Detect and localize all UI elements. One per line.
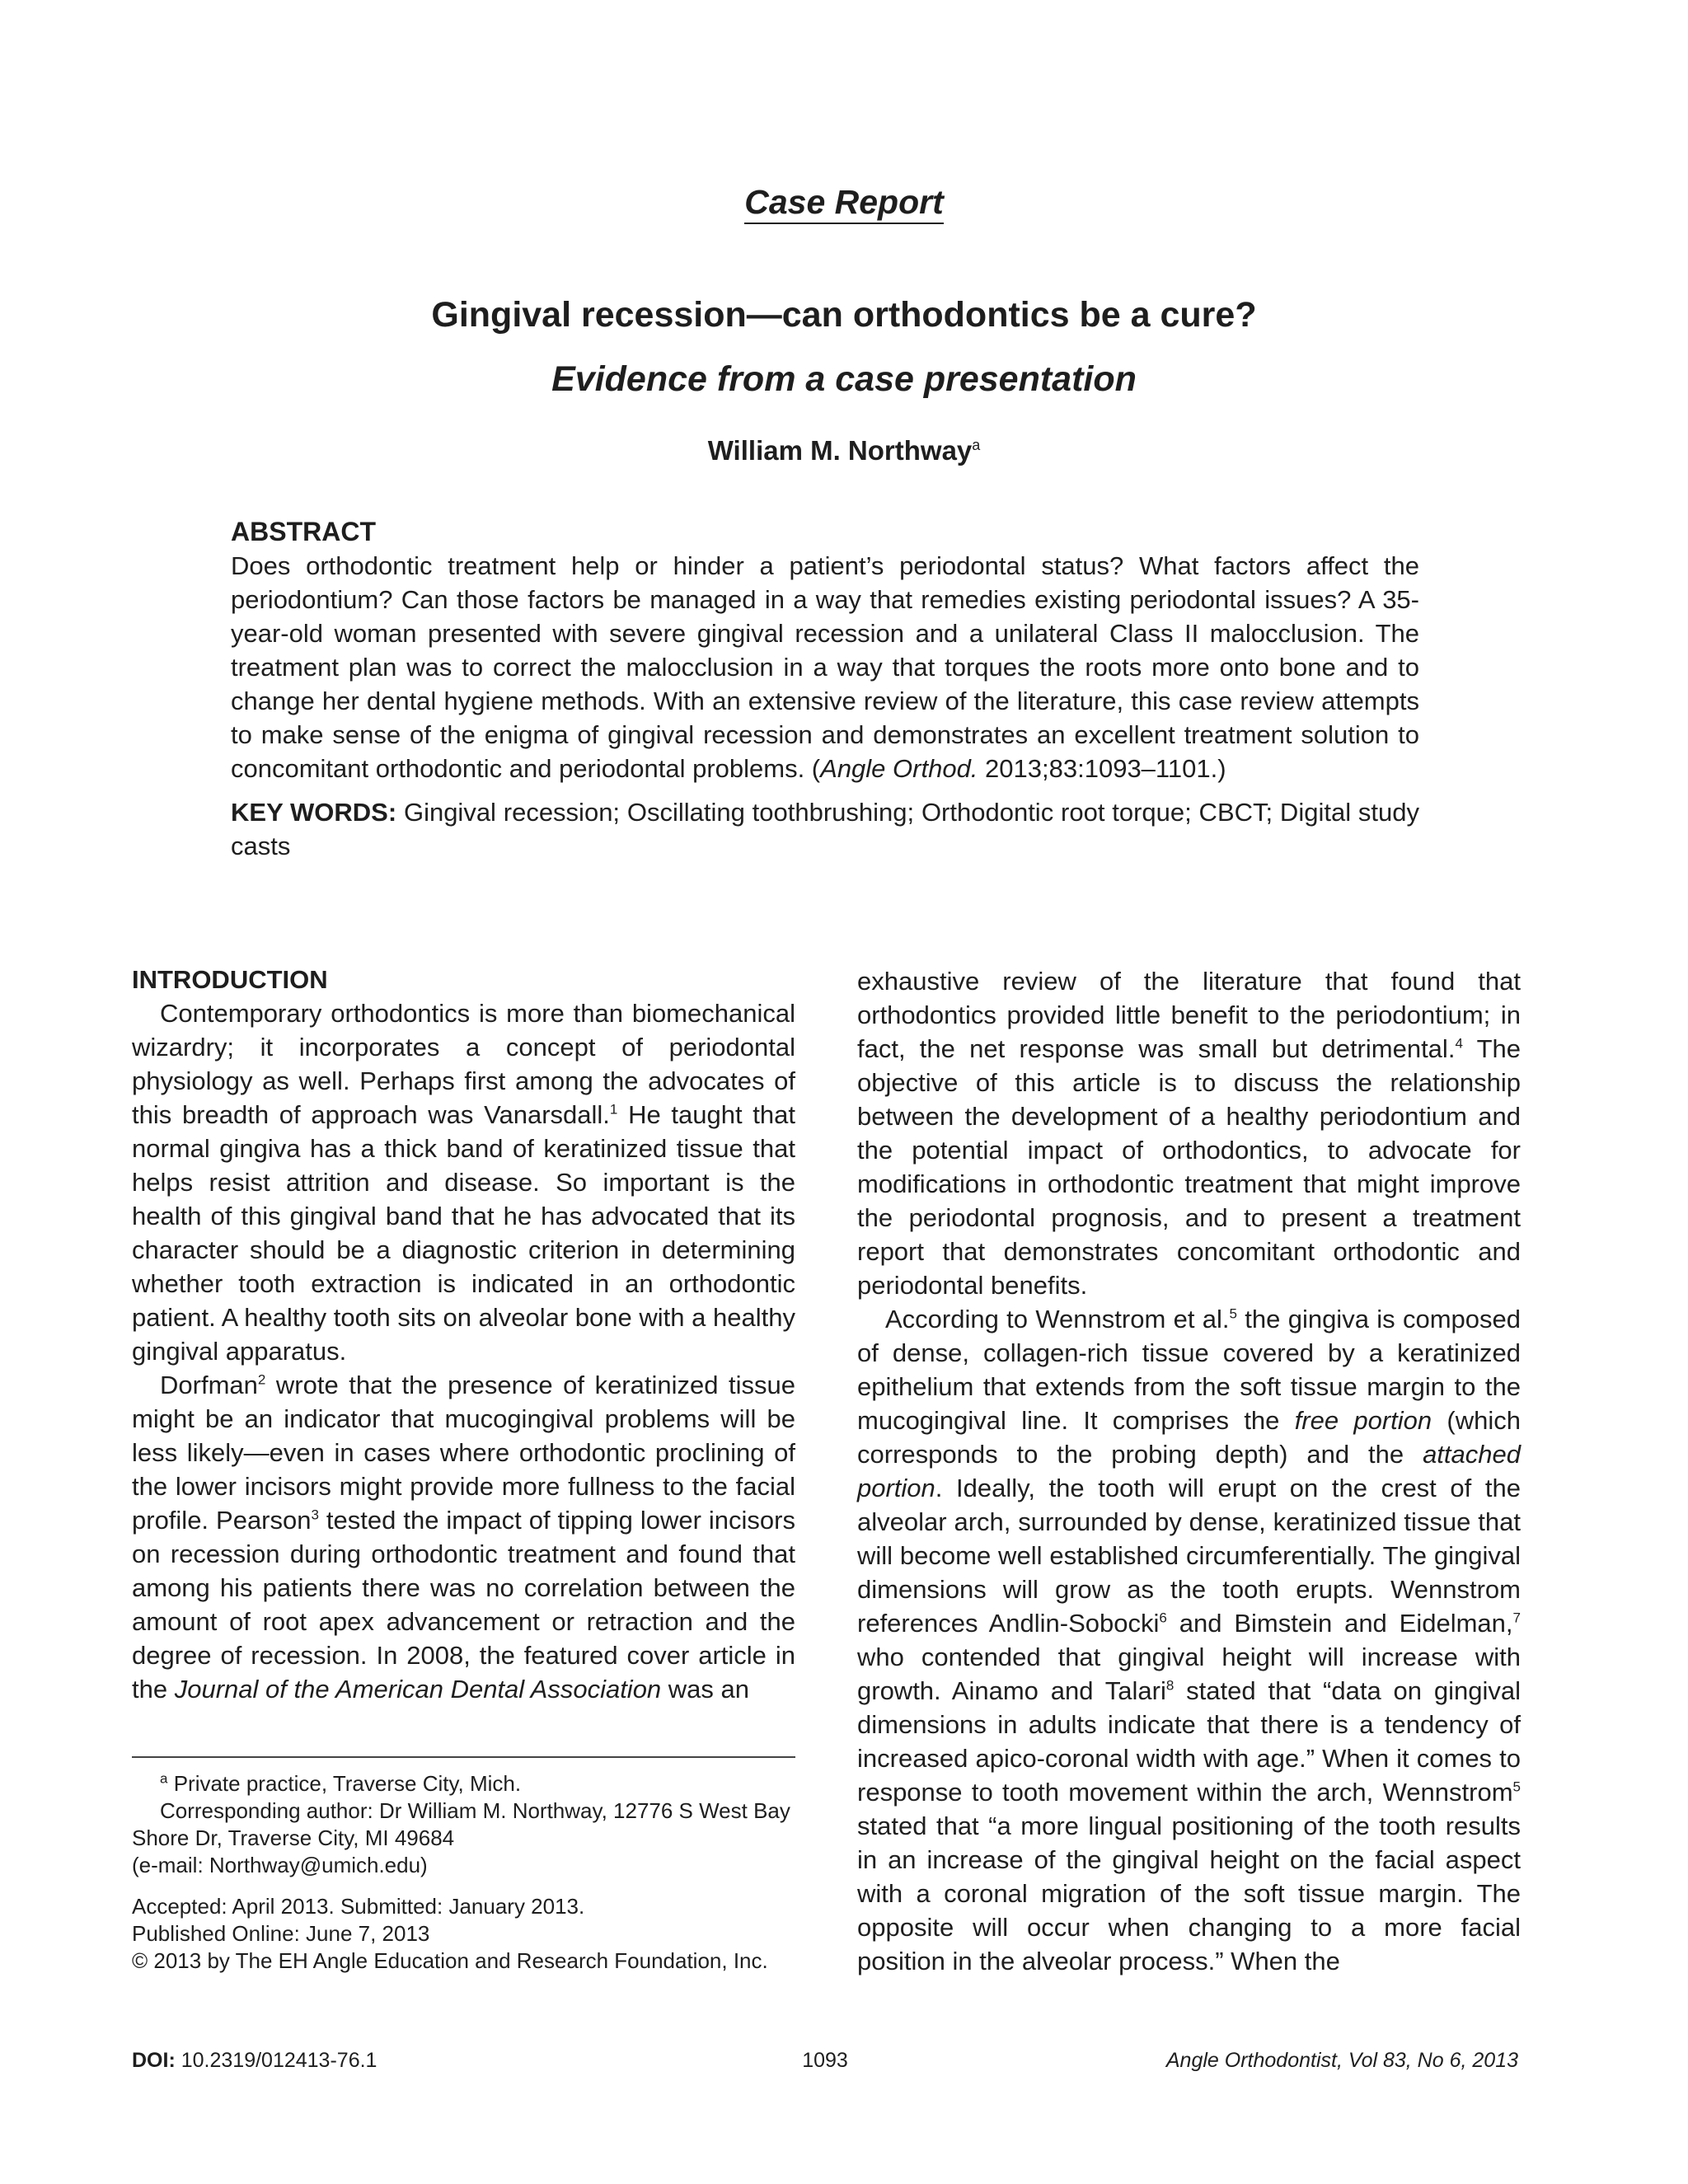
reference-mark: 8 [1165,1677,1175,1694]
footnotes [132,1770,795,1975]
reference-mark: 5 [1512,1779,1521,1795]
reference-mark: 4 [1455,1035,1463,1052]
doi: DOI: 10.2319/012413-76.1 [132,2049,377,2072]
keywords [231,795,1419,863]
dates-published: Published Online: June 7, 2013 [132,1921,430,1946]
author-line [0,435,1688,466]
email-footnote: (e-mail: Northway@umich.edu) [132,1853,428,1877]
reference-mark: 6 [1159,1610,1167,1626]
right-paragraph-2: According to Wennstrom et al.$^5$ the gingiva is composed of dense, collagen-rich tissue covered by a keratinized epithelium that extends from the soft tissue margin to the mucogingival line. It comprises the free portion (which corresponds to the probing depth) and the attached portion. Ideally, the tooth will erupt on the crest of the alveolar arch, surrounded by dense, keratinized tissue that will become well established circumferentially. The gingival dimensions will grow as the tooth erupts. Wennstrom references Andlin-Sobocki$^6$ and Bimstein and Eidelman,$^7$ who contended that gingival height will increase with growth. Ainamo and Talari$^8$ stated that “data on gingival dimensions in adults indicate that there is a tendency of increased apico-coronal width with age.” When it comes to response to tooth movement within the arch, Wennstrom$^5$ stated that “a more lingual positioning of the tooth results in an increase of the gingival height on the facial aspect with a coronal migration of the soft tissue margin. The opposite will occur when changing to a more facial position in the alveolar process.” When the [857,1305,1522,1975]
journal-name: Journal of the American Dental Association [174,1675,662,1704]
intro-paragraph-1: Contemporary orthodontics is more than biomechanical wizardry; it incorporates a concept of periodontal physiology as well. Perhaps first among the advocates of this breadth of approach was Vanarsdall.$^1$ He taught that normal gingiva has a thick band of keratinized tissue that helps resist attrition and disease. So important is the health of this gingival band that he has advocated that its character should be a diagnostic criterion in determining whether tooth extraction is indicated in an orthodontic patient. A healthy tooth sits on alveolar bone with a healthy gingival apparatus. [132,999,795,1366]
abstract-citation-journal: Angle Orthod. [820,754,978,783]
corresponding-author: Corresponding author: Dr William M. Northway, 12776 S West Bay Shore Dr, Traverse City, MI 49684 [132,1798,790,1850]
term-free-portion: free portion [1294,1406,1432,1435]
article-subtitle: Evidence from a case presentation [551,359,1137,399]
article-title: Gingival recession—can orthodontics be a cure? [431,295,1257,335]
reference-mark: 5 [1229,1305,1237,1322]
dates-accepted: Accepted: April 2013. Submitted: January 2013. [132,1894,585,1919]
page-number: 1093 [802,2049,848,2072]
author-mark: a [972,437,981,453]
affiliation-footnote: $^a$ Private practice, Traverse City, Mich. [160,1770,522,1796]
reference-mark: 7 [1512,1610,1521,1626]
intro-paragraph-2: Dorfman$^2$ wrote that the presence of keratinized tissue might be an indicator that mucogingival problems will be less likely—even in cases where orthodontic proclining of the lower incisors might provide more fullness to the facial profile. Pearson$^3$ tested the impact of tipping lower incisors on recession during orthodontic treatment and found that among his patients there was no correlation between the amount of root apex advancement or retraction and the degree of recession. In 2008, the featured cover article in the Journal of the American Dental Association was an [132,1371,795,1704]
journal-citation: Angle Orthodontist, Vol 83, No 6, 2013 [1165,2049,1518,2072]
introduction-heading: INTRODUCTION [132,965,328,994]
footnote-divider [132,1756,795,1758]
copyright-notice: © 2013 by The EH Angle Education and Research Foundation, Inc. [132,1948,768,1973]
author-name: William M. Northway [707,435,973,466]
reference-mark: 2 [257,1371,266,1388]
keywords-list: Gingival recession; Oscillating toothbrushing; Orthodontic root torque; CBCT; Digital study casts [231,798,1419,860]
keywords-label: KEY WORDS: [231,798,397,827]
reference-mark: 3 [311,1507,319,1523]
abstract-body: Does orthodontic treatment help or hinder a patient’s periodontal status? What factors affect the periodontium? Can those factors be managed in a way that remedies existing periodontal issues? A 35-year-old woman presented with severe gingival recession and a unilateral Class II malocclusion. The treatment plan was to correct the malocclusion in a way that torques the roots more onto bone and to change her dental hygiene methods. With an extensive review of the literature, this case review attempts to make sense of the enigma of gingival recession and demonstrates an excellent treatment solution to concomitant orthodontic and periodontal problems. (Angle Orthod. 2013;83:1093–1101.) [231,551,1419,783]
left-column [132,963,795,1706]
abstract [231,515,1419,863]
section-label: Case Report [0,183,1688,222]
term-attached-portion: attached portion [857,1440,1521,1502]
reference-mark: 1 [609,1101,618,1118]
abstract-heading: ABSTRACT [231,517,376,546]
right-column [857,964,1521,1978]
right-paragraph-1: exhaustive review of the literature that found that orthodontics provided little benefit to the periodontium; in fact, the net response was small but detrimental.$^4$ The objective of this article is to discuss the relationship between the development of a healthy periodontium and the potential impact of orthodontics, to advocate for modifications in orthodontic treatment that might improve the periodontal prognosis, and to present a treatment report that demonstrates concomitant orthodontic and periodontal benefits. [857,967,1521,1300]
